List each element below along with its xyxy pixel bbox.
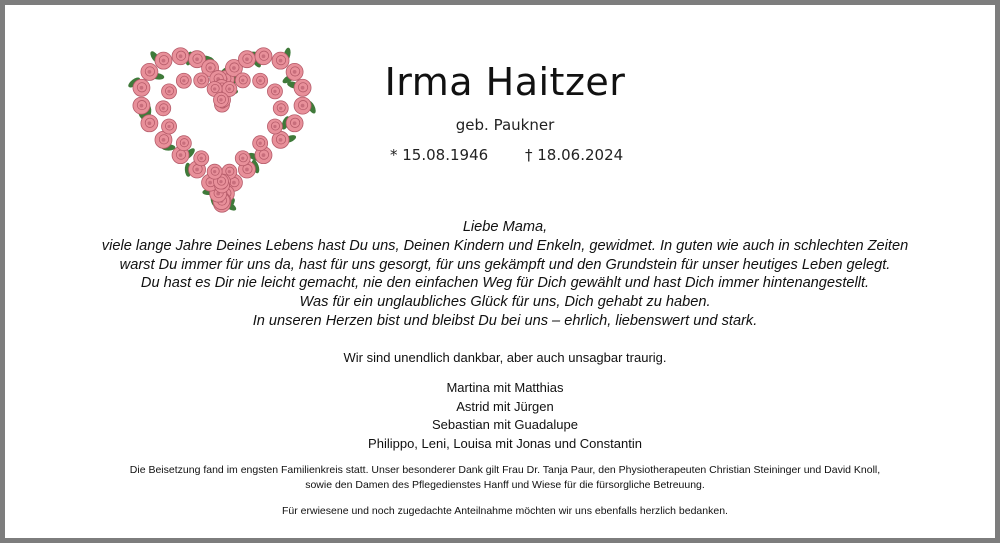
family-list bbox=[5, 379, 1000, 453]
rose-icon bbox=[176, 73, 191, 88]
family-member: Sebastian mit Guadalupe bbox=[432, 417, 578, 432]
rose-icon bbox=[155, 52, 172, 69]
rose-icon bbox=[162, 119, 177, 134]
poem-line: warst Du immer für uns da, hast für uns gesorgt, für uns gekämpft und den Grundstein für unser heutiges Leben gelegt. bbox=[119, 256, 891, 273]
rose-icon bbox=[141, 115, 158, 132]
burial-notice bbox=[35, 463, 975, 493]
rose-icon bbox=[141, 63, 158, 80]
rose-icon bbox=[133, 79, 150, 96]
death-date: † 18.06.2024 bbox=[525, 146, 624, 164]
rose-icon bbox=[156, 101, 171, 116]
rose-icon bbox=[133, 97, 150, 114]
family-member: Astrid mit Jürgen bbox=[456, 398, 554, 414]
rose-icon bbox=[235, 73, 250, 88]
rose-heart-image bbox=[127, 45, 317, 215]
life-dates bbox=[5, 146, 1000, 166]
poem-line: Du hast es Dir nie leicht gemacht, nie den einfachen Weg für Dich gewählt und hast Dich immer hintenangestellt. bbox=[140, 275, 870, 292]
poem-line: In unseren Herzen bist und bleibst Du bei uns – ehrlich, liebenswert und stark. bbox=[252, 312, 758, 329]
notice-line: sowie den Damen des Pflegedienstes Hanff und Wiese für die fürsorgliche Betreuung. bbox=[305, 479, 705, 491]
rose-icon bbox=[207, 164, 222, 179]
rose-icon bbox=[172, 48, 189, 65]
farewell-poem bbox=[25, 218, 985, 331]
family-member: Philippo, Leni, Louisa mit Jonas und Constantin bbox=[368, 435, 642, 451]
rose-icon bbox=[253, 73, 268, 88]
rose-icon bbox=[286, 63, 303, 80]
deceased-name: Irma Haitzer bbox=[384, 60, 626, 104]
birth-date: * 15.08.1946 bbox=[390, 146, 489, 164]
rose-icon bbox=[286, 115, 303, 132]
rose-icon bbox=[267, 84, 282, 99]
rose-icon bbox=[162, 84, 177, 99]
rose-icon bbox=[213, 92, 228, 107]
rose-icon bbox=[273, 101, 288, 116]
rose-icon bbox=[238, 51, 255, 68]
maiden-name: geb. Paukner bbox=[455, 116, 555, 134]
rose-icon bbox=[267, 119, 282, 134]
family-member: Martina mit Matthias bbox=[446, 380, 564, 395]
rose-icon bbox=[255, 48, 272, 65]
gratitude-statement: Wir sind unendlich dankbar, aber auch unsagbar traurig. bbox=[343, 350, 667, 365]
poem-line: Liebe Mama, bbox=[462, 219, 548, 235]
poem-line: Was für ein unglaubliches Glück für uns, Dich gehabt zu haben. bbox=[299, 294, 711, 311]
rose-icon bbox=[194, 73, 209, 88]
poem-line: viele lange Jahre Deines Lebens hast Du uns, Deinen Kindern und Enkeln, gewidmet. In guten wie auch in schlechten Zeiten bbox=[101, 237, 909, 254]
thanks-note: Für erwiesene und noch zugedachte Anteilnahme möchten wir uns ebenfalls herzlich bedanken. bbox=[282, 505, 728, 517]
notice-line: Die Beisetzung fand im engsten Familienkreis statt. Unser besonderer Dank gilt Frau Dr. Tanja Paur, den Physiotherapeuten Christian Steininger und David Knoll, bbox=[129, 464, 881, 476]
rose-icon bbox=[272, 52, 289, 69]
